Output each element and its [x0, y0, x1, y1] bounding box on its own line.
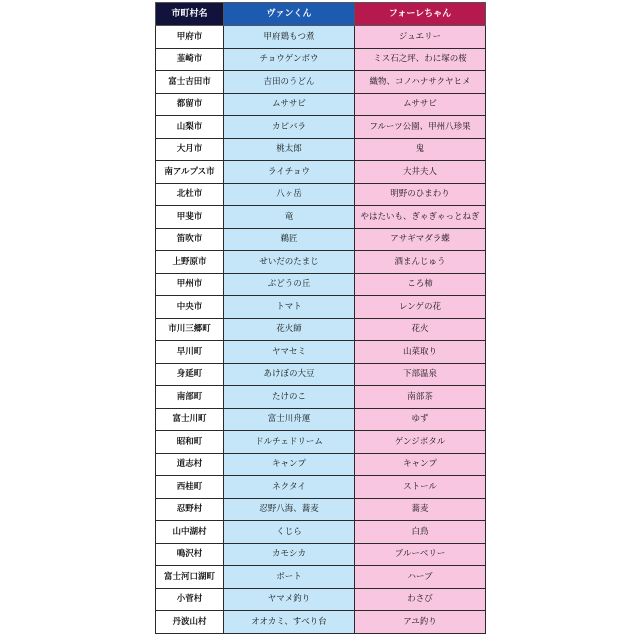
table-row — [156, 611, 486, 634]
table-body — [156, 26, 486, 634]
table-row — [156, 476, 486, 499]
municipality-cell: 市川三郷町 — [156, 318, 224, 341]
fore-chan-cell: ハーブ — [355, 566, 486, 589]
van-kun-cell: 鵜匠 — [224, 228, 355, 251]
municipality-cell: 山梨市 — [156, 116, 224, 139]
table-row — [156, 161, 486, 184]
table-row — [156, 363, 486, 386]
table-row — [156, 93, 486, 116]
van-kun-cell: ムササビ — [224, 93, 355, 116]
municipality-cell: 甲州市 — [156, 273, 224, 296]
van-kun-cell: 吉田のうどん — [224, 71, 355, 94]
table-row — [156, 273, 486, 296]
fore-chan-cell: ブルーベリー — [355, 543, 486, 566]
table-row — [156, 183, 486, 206]
fore-chan-cell: 大井夫人 — [355, 161, 486, 184]
van-kun-cell: カモシカ — [224, 543, 355, 566]
fore-chan-cell: ジュエリー — [355, 26, 486, 49]
fore-chan-cell: アユ釣り — [355, 611, 486, 634]
fore-chan-cell: 明野のひまわり — [355, 183, 486, 206]
municipality-cell: 富士吉田市 — [156, 71, 224, 94]
van-kun-cell: トマト — [224, 296, 355, 319]
van-kun-cell: ボート — [224, 566, 355, 589]
fore-chan-cell: レンゲの花 — [355, 296, 486, 319]
van-kun-cell: せいだのたまじ — [224, 251, 355, 274]
van-kun-cell: あけぼの大豆 — [224, 363, 355, 386]
fore-chan-cell: 花火 — [355, 318, 486, 341]
municipality-cell: 南部町 — [156, 386, 224, 409]
van-kun-cell: ヤマセミ — [224, 341, 355, 364]
municipality-cell: 南アルプス市 — [156, 161, 224, 184]
fore-chan-cell: 白鳥 — [355, 521, 486, 544]
table-row — [156, 318, 486, 341]
van-kun-cell: ドルチェドリーム — [224, 431, 355, 454]
fore-chan-cell: ミス石之坪、わに塚の桜 — [355, 48, 486, 71]
municipality-cell: 大月市 — [156, 138, 224, 161]
van-kun-cell: 花火師 — [224, 318, 355, 341]
header-van-kun: ヴァンくん — [224, 3, 355, 26]
van-kun-cell: たけのこ — [224, 386, 355, 409]
fore-chan-cell: 鬼 — [355, 138, 486, 161]
municipality-cell: 上野原市 — [156, 251, 224, 274]
table-row — [156, 26, 486, 49]
fore-chan-cell: ストール — [355, 476, 486, 499]
header-municipality: 市町村名 — [156, 3, 224, 26]
municipality-cell: 早川町 — [156, 341, 224, 364]
municipality-cell: 山中湖村 — [156, 521, 224, 544]
table-row — [156, 521, 486, 544]
van-kun-cell: キャンプ — [224, 453, 355, 476]
table-row — [156, 206, 486, 229]
fore-chan-cell: やはたいも、ぎゃぎゃっとねぎ — [355, 206, 486, 229]
fore-chan-cell: ムササビ — [355, 93, 486, 116]
table-row — [156, 116, 486, 139]
mascot-comparison-table — [155, 2, 486, 634]
municipality-cell: 西桂町 — [156, 476, 224, 499]
table-row — [156, 588, 486, 611]
table-row — [156, 251, 486, 274]
table-row — [156, 408, 486, 431]
van-kun-cell: チョウゲンボウ — [224, 48, 355, 71]
van-kun-cell: ヤマメ釣り — [224, 588, 355, 611]
fore-chan-cell: 蕎麦 — [355, 498, 486, 521]
municipality-cell: 甲斐市 — [156, 206, 224, 229]
fore-chan-cell: キャンプ — [355, 453, 486, 476]
fore-chan-cell: わさび — [355, 588, 486, 611]
table-row — [156, 228, 486, 251]
van-kun-cell: 甲府鶏もつ煮 — [224, 26, 355, 49]
header-row — [156, 3, 486, 26]
municipality-cell: 丹波山村 — [156, 611, 224, 634]
van-kun-cell: オオカミ、すべり台 — [224, 611, 355, 634]
mascot-comparison-table-container — [155, 2, 485, 634]
fore-chan-cell: フルーツ公園、甲州八珍果 — [355, 116, 486, 139]
municipality-cell: 富士河口湖町 — [156, 566, 224, 589]
fore-chan-cell: 下部温泉 — [355, 363, 486, 386]
table-row — [156, 341, 486, 364]
table-row — [156, 71, 486, 94]
municipality-cell: 昭和町 — [156, 431, 224, 454]
header-fore-chan: フォーレちゃん — [355, 3, 486, 26]
van-kun-cell: カピバラ — [224, 116, 355, 139]
van-kun-cell: ライチョウ — [224, 161, 355, 184]
fore-chan-cell: 山菜取り — [355, 341, 486, 364]
fore-chan-cell: ゆず — [355, 408, 486, 431]
municipality-cell: 笛吹市 — [156, 228, 224, 251]
table-row — [156, 566, 486, 589]
fore-chan-cell: アサギマダラ蝶 — [355, 228, 486, 251]
table-row — [156, 453, 486, 476]
municipality-cell: 忍野村 — [156, 498, 224, 521]
municipality-cell: 富士川町 — [156, 408, 224, 431]
table-header — [156, 3, 486, 26]
van-kun-cell: 富士川舟運 — [224, 408, 355, 431]
van-kun-cell: 八ヶ岳 — [224, 183, 355, 206]
van-kun-cell: 忍野八海、蕎麦 — [224, 498, 355, 521]
municipality-cell: 中央市 — [156, 296, 224, 319]
municipality-cell: 小菅村 — [156, 588, 224, 611]
van-kun-cell: ネクタイ — [224, 476, 355, 499]
table-row — [156, 431, 486, 454]
municipality-cell: 都留市 — [156, 93, 224, 116]
fore-chan-cell: 織物、コノハナサクヤヒメ — [355, 71, 486, 94]
municipality-cell: 北杜市 — [156, 183, 224, 206]
fore-chan-cell: 酒まんじゅう — [355, 251, 486, 274]
van-kun-cell: くじら — [224, 521, 355, 544]
table-row — [156, 543, 486, 566]
van-kun-cell: ぶどうの丘 — [224, 273, 355, 296]
fore-chan-cell: ころ柿 — [355, 273, 486, 296]
table-row — [156, 48, 486, 71]
fore-chan-cell: ゲンジボタル — [355, 431, 486, 454]
table-row — [156, 138, 486, 161]
municipality-cell: 身延町 — [156, 363, 224, 386]
municipality-cell: 甲府市 — [156, 26, 224, 49]
van-kun-cell: 桃太郎 — [224, 138, 355, 161]
van-kun-cell: 竜 — [224, 206, 355, 229]
table-row — [156, 498, 486, 521]
municipality-cell: 道志村 — [156, 453, 224, 476]
fore-chan-cell: 南部茶 — [355, 386, 486, 409]
municipality-cell: 鳴沢村 — [156, 543, 224, 566]
municipality-cell: 韮崎市 — [156, 48, 224, 71]
table-row — [156, 296, 486, 319]
table-row — [156, 386, 486, 409]
